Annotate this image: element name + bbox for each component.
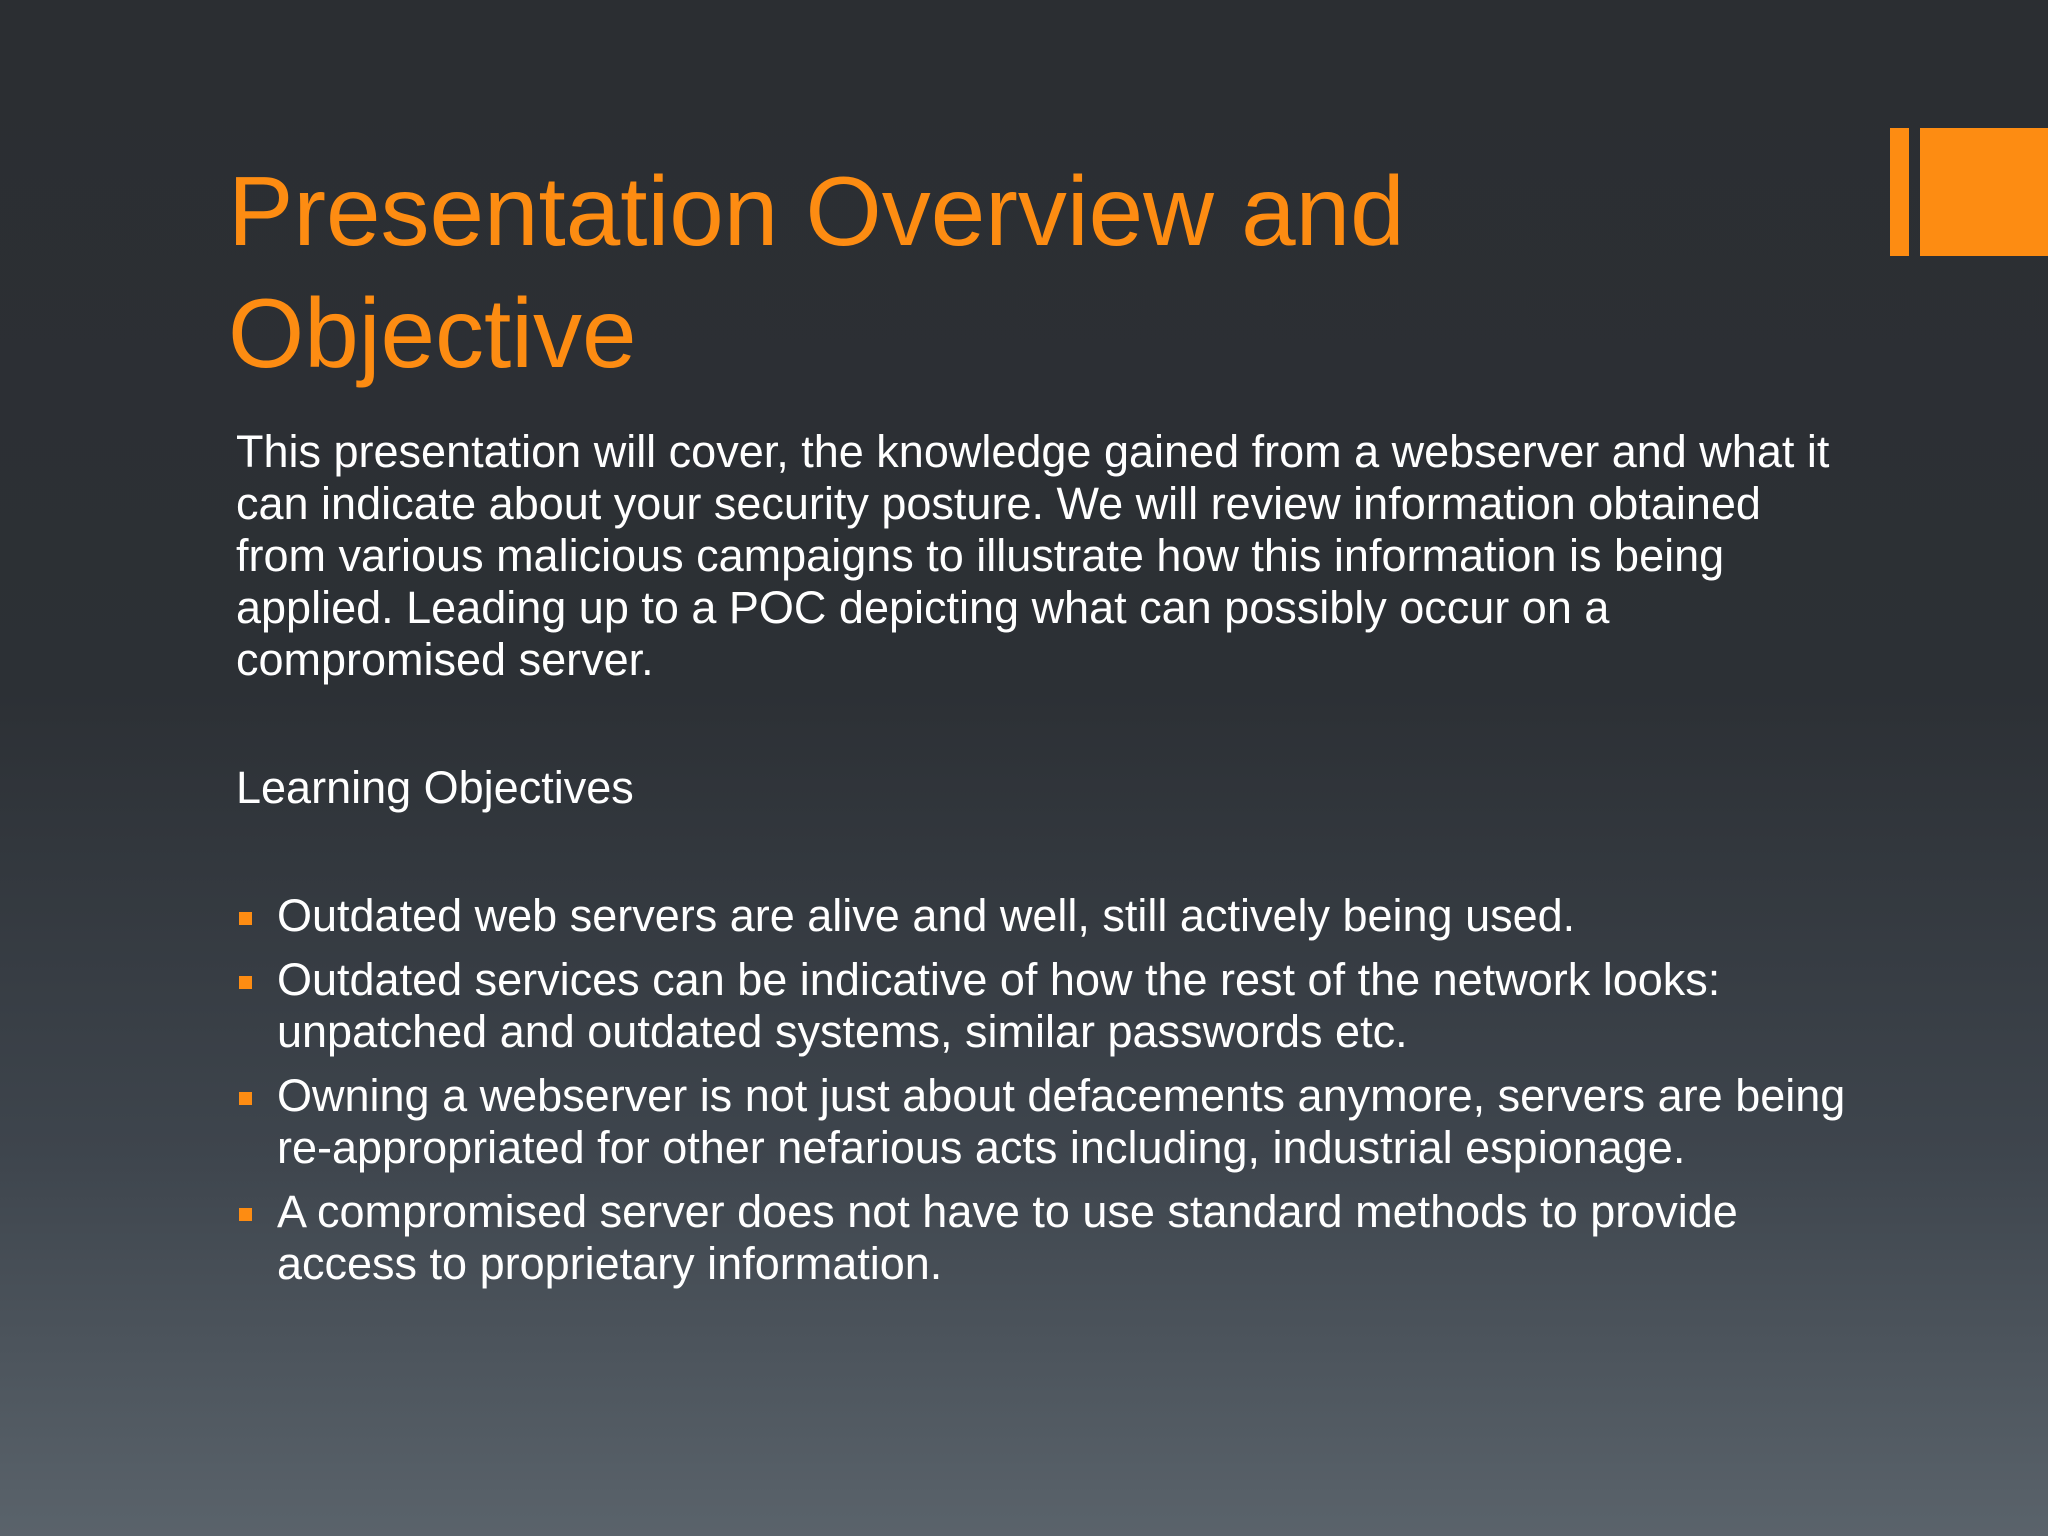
square-bullet-icon	[239, 912, 252, 925]
slide-title: Presentation Overview and Objective	[228, 156, 1405, 388]
objective-item	[236, 1070, 1856, 1174]
objective-item	[236, 954, 1856, 1058]
objective-item	[236, 1186, 1856, 1290]
objectives-list	[236, 890, 1856, 1290]
objective-text: A compromised server does not have to use standard methods to provide access to proprietary information.	[277, 1186, 1738, 1289]
intro-paragraph: This presentation will cover, the knowledge gained from a webserver and what it can indicate about your security posture. We will review information obtained from various malicious campaigns to illustrate how this information is being applied. Leading up to a POC depicting what can possibly occur on a compromised server.	[236, 426, 1830, 685]
square-bullet-icon	[239, 976, 252, 989]
objective-text: Outdated services can be indicative of how the rest of the network looks: unpatched and outdated systems, similar passwords etc.	[277, 954, 1721, 1057]
corner-accent-block-icon	[1920, 128, 2048, 256]
corner-accent-thin-bar-icon	[1890, 128, 1909, 256]
square-bullet-icon	[239, 1092, 252, 1105]
objective-item	[236, 890, 1856, 942]
square-bullet-icon	[239, 1208, 252, 1221]
slide-body	[236, 426, 1856, 1302]
objective-text: Owning a webserver is not just about defacements anymore, servers are being re-appropriated for other nefarious acts including, industrial espionage.	[277, 1070, 1846, 1173]
learning-objectives-heading: Learning Objectives	[236, 762, 634, 813]
objective-text: Outdated web servers are alive and well, still actively being used.	[277, 890, 1576, 941]
